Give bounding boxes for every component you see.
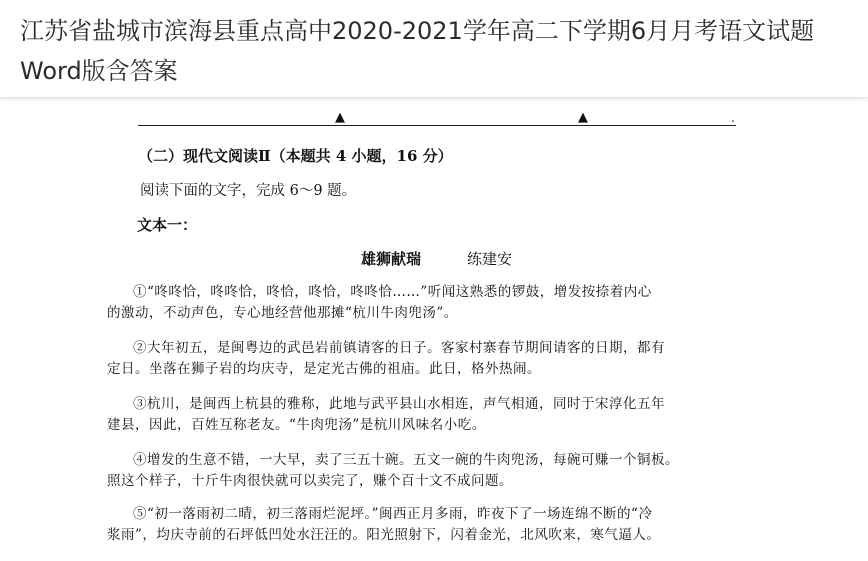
article-author: 练建安	[467, 250, 513, 268]
document-page	[0, 99, 868, 561]
paragraph-line: 定日。坐落在狮子岩的均庆寺，是定光古佛的祖庙。此日，格外热闹。	[107, 361, 541, 377]
paragraph-line: 的激动，不动声色，专心地经营他那摊“杭川牛肉兜汤”。	[107, 305, 458, 321]
paragraph-line: ③杭川，是闽西上杭县的雅称，此地与武平县山水相连，声气相通，同时于宋淳化五年	[133, 396, 665, 412]
paragraph-3	[107, 394, 755, 436]
paragraph-line: 浆雨”，均庆寺前的石坪低凹处水汪汪的。阳光照射下，闪着金光，北风吹来，寒气逼人。	[107, 527, 661, 543]
paragraph-4	[107, 450, 755, 492]
answer-line	[138, 125, 736, 126]
paragraph-line: ①“咚咚恰，咚咚恰，咚恰，咚恰，咚咚恰……”听闻这熟悉的锣鼓，增发按捺着内心	[133, 284, 652, 300]
answer-line-end-dot: .	[731, 111, 735, 125]
paragraph-line: 照这个样子，十斤牛肉很快就可以卖完了，赚个百十文不成问题。	[107, 473, 513, 489]
text-one-label: 文本一：	[137, 216, 198, 234]
paragraph-line: ⑤“初一落雨初二晴，初三落雨烂泥坪。”闽西正月多雨，昨夜下了一场连绵不断的“冷	[133, 506, 653, 522]
placeholder-triangle-2: ▲	[578, 110, 588, 125]
document-title: 江苏省盐城市滨海县重点高中2020-2021学年高二下学期6月月考语文试题Word版含答案	[20, 17, 815, 85]
article-title: 雄狮献瑞	[361, 250, 422, 268]
paragraph-line: ④增发的生意不错，一大早，卖了三五十碗。五文一碗的牛肉兜汤，每碗可赚一个铜板。	[133, 452, 679, 468]
document-header	[0, 0, 868, 98]
paragraph-line: 建县，因此，百姓互称老友。“牛肉兜汤”是杭川风味名小吃。	[107, 417, 486, 433]
paragraph-2	[107, 338, 755, 380]
section-heading: （二）现代文阅读Ⅱ（本题共 4 小题，16 分）	[138, 147, 453, 165]
paragraph-5	[107, 504, 755, 546]
placeholder-triangle-1: ▲	[335, 110, 345, 125]
paragraph-line: ②大年初五，是闽粤边的武邑岩前镇请客的日子。客家村寨春节期间请客的日期，都有	[133, 340, 665, 356]
reading-instruction: 阅读下面的文字，完成 6～9 题。	[140, 183, 357, 199]
paragraph-1	[107, 282, 755, 324]
